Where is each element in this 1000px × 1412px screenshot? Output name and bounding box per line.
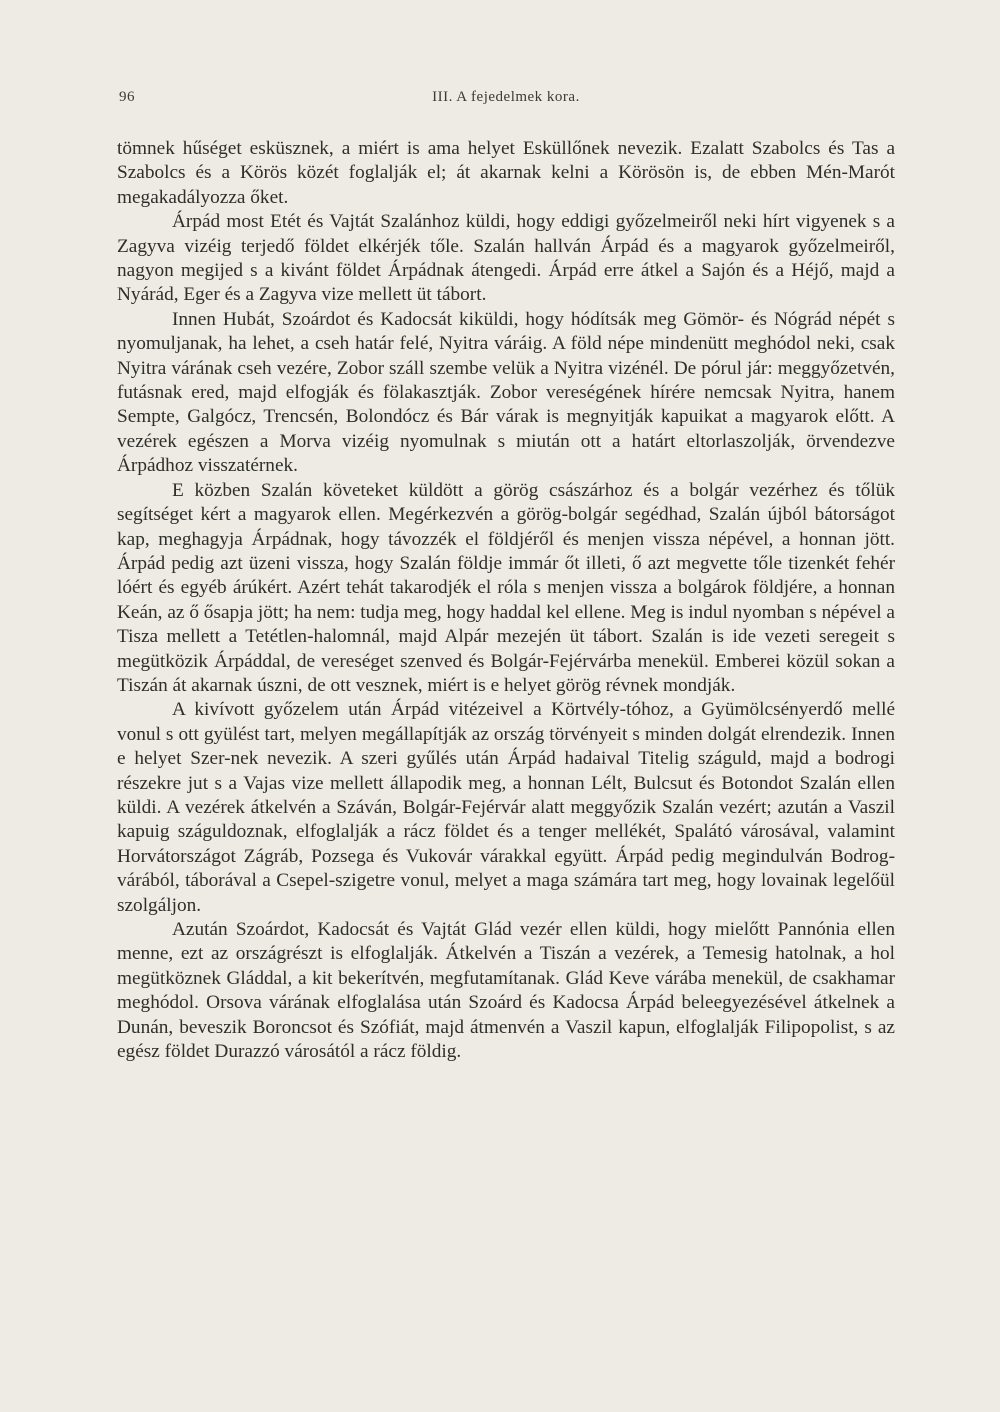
paragraph: Árpád most Etét és Vajtát Szalánhoz küldi, hogy eddigi győzelmeiről neki hírt vigyenek s a Zagyva vizéig terjedő földet elkérjék tőle. Szalán hallván Árpád és a magyarok győzelmeiről, nagyon megijed s a kivánt földet Árpádnak átengedi. Árpád erre átkel a Sajón és a Héjő, majd a Nyárád, Eger és a Zagyva vize mellett üt tábort.: [117, 211, 895, 306]
paragraph: Innen Hubát, Szoárdot és Kadocsát kiküldi, hogy hódítsák meg Gömör- és Nógrád népét s nyomuljanak, ha lehet, a cseh határ felé, Nyitra váráig. A föld népe mindenütt meghódol neki, csak Nyitra várának cseh vezére, Zobor száll szembe velük a Nyitra vizénél. De pórul jár: meggyőzetvén, futásnak ered, majd elfogják és fölakasztják. Zobor vereségének hírére nemcsak Nyitra, hanem Sempte, Galgócz, Trencsén, Bolondócz és Bár várak is megnyitják kapuikat a magyarok előtt. A vezérek egészen a Morva vizéig nyomulnak s miután ott a határt eltorlaszolják, örvendezve Árpádhoz visszatérnek.: [117, 308, 895, 477]
paragraph: Azután Szoárdot, Kadocsát és Vajtát Glád vezér ellen küldi, hogy mielőtt Pannónia ellen menne, ezt az országrészt is elfoglalják. Átkelvén a Tiszán a vezérek, a Temesig hatolnak, a hol megütköznek Gláddal, a kit bekerítvén, megfutamítanak. Glád Keve várába menekül, de csakhamar meghódol. Orsova várának elfoglalása után Szoárd és Kadocsa Árpád beleegyezésével átkelnek a Dunán, beveszik Boroncsot és Szófiát, majd átmenvén a Vaszil kapun, elfoglalják Filipopolist, s az egész földet Durazzó városától a rácz földig.: [117, 919, 895, 1063]
paragraph: A kivívott győzelem után Árpád vitézeivel a Körtvély-tóhoz, a Gyümölcsényerdő mellé vonul s ott gyülést tart, melyen megállapítják az ország törvényeit s minden dolgát elrendezik. Innen e helyet Szer-nek nevezik. A szeri gyűlés után Árpád hadaival Titelig száguld, majd a bodrogi részekre jut s a Vajas vize mellett állapodik meg, a honnan Lélt, Bulcsut és Botondot Szalán ellen küldi. A vezérek átkelvén a Száván, Bolgár-Fejérvár alatt meggyőzik Szalán vezért; azután a Vaszil kapuig száguldoznak, elfoglalják a rácz földet és a tenger mellékét, Spalátó városával, valamint Horvátországot Zágráb, Pozsega és Vukovár várakkal együtt. Árpád pedig megindulván Bodrog-várából, táborával a Csepel-szigetre vonul, melyet a maga számára tart meg, hogy lovainak legelőül szolgáljon.: [117, 699, 895, 916]
paragraph: E közben Szalán követeket küldött a görög császárhoz és a bolgár vezérhez és tőlük segítséget kért a magyarok ellen. Megérkezvén a görög-bolgár segédhad, Szalán újból bátorságot kap, meghagyja Árpádnak, hogy távozzék el földjéről és menjen vissza népével, a honnan jött. Árpád pedig azt üzeni vissza, hogy Szalán földje immár őt illeti, ő azt megvette tőle tizenkét fehér lóért és egyéb árúkért. Azért tehát takarodjék el róla s menjen vissza a bolgárok földjére, a honnan Keán, az ő ősapja jött; ha nem: tudja meg, hogy haddal kel ellene. Meg is indul nyomban s népével a Tisza mellett a Tetétlen-halomnál, majd Alpár mezején üt tábort. Szalán is ide vezeti seregeit s megütközik Árpáddal, de vereséget szenved és Bolgár-Fejérvárba menekül. Emberei közül sokan a Tiszán át akarnak úszni, de ott vesznek, miért is e helyet görög révnek mondják.: [117, 479, 895, 696]
paragraph-continuation: tömnek hűséget esküsznek, a miért is ama helyet Esküllőnek nevezik. Ezalatt Szabolcs és Tas a Szabolcs és a Körös közét foglalják el; át akarnak kelni a Körösön is, de ebben Mén-Marót megakadályozza őket.: [117, 138, 895, 208]
chapter-title: III. A fejedelmek kora.: [432, 89, 580, 105]
running-head: [119, 89, 893, 111]
body-text: [117, 137, 895, 1064]
page-number: 96: [119, 89, 135, 105]
